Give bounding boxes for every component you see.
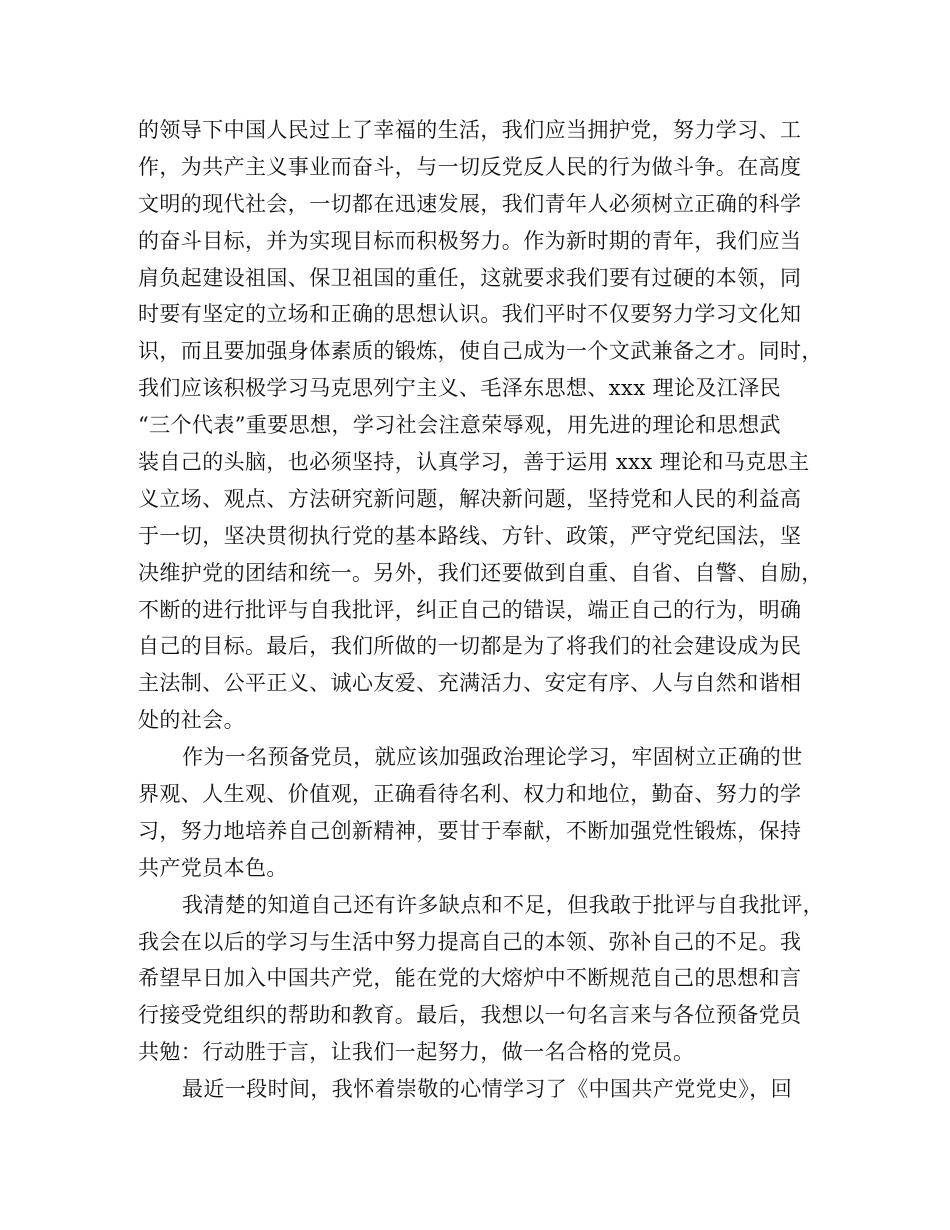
paragraph-1 [138, 112, 823, 739]
text-line: 我会在以后的学习与生活中努力提高自己的本领、弥补自己的不足。我 [138, 929, 802, 954]
text-line: 的奋斗目标，并为实现目标而积极努力。作为新时期的青年，我们应当 [138, 228, 802, 253]
text-line: 时要有坚定的立场和正确的思想认识。我们平时不仅要努力学习文化知 [138, 302, 802, 327]
text-line: 文明的现代社会，一切都在迅速发展，我们青年人必须树立正确的科学 [138, 191, 802, 216]
text-line: 共勉：行动胜于言，让我们一起努力，做一名合格的党员。 [138, 1040, 695, 1065]
text-line: 自己的目标。最后，我们所做的一切都是为了将我们的社会建设成为民 [138, 634, 802, 659]
text-line: 习，努力地培养自己创新精神，要甘于奉献，不断加强党性锻炼，保持 [138, 818, 802, 843]
paragraph-4 [138, 1071, 813, 1108]
text-line: 于一切，坚决贯彻执行党的基本路线、方针、政策，严守党纪国法，坚 [138, 523, 802, 548]
text-line-indented: 最近一段时间，我怀着崇敬的心情学习了《中国共产党党史》，回 [182, 1077, 793, 1102]
text-line: “三个代表”重要思想，学习社会注意荣辱观，用先进的理论和思想武 [138, 413, 781, 438]
text-line-indented: 作为一名预备党员，就应该加强政治理论学习，牢固树立正确的世 [182, 745, 803, 770]
paragraph-2 [138, 739, 813, 887]
text-line: 界观、人生观、价值观，正确看待名利、权力和地位，勤奋、努力的学 [138, 782, 802, 807]
text-line: 主法制、公平正义、诚心友爱、充满活力、安定有序、人与自然和谐相 [138, 671, 802, 696]
text-line: 共产党员本色。 [138, 855, 288, 880]
text-line: 我们应该积极学习马克思列宁主义、毛泽东思想、xxx 理论及江泽民 [138, 376, 782, 401]
text-line: 处的社会。 [138, 708, 245, 733]
text-line: 肩负起建设祖国、保卫祖国的重任，这就要求我们要有过硬的本领，同 [138, 265, 802, 290]
text-line: 行接受党组织的帮助和教育。最后，我想以一句名言来与各位预备党员 [138, 1003, 802, 1028]
text-line: 希望早日加入中国共产党，能在党的大熔炉中不断规范自己的思想和言 [138, 966, 802, 991]
text-line: 不断的进行批评与自我批评，纠正自己的错误，端正自己的行为，明确 [138, 597, 802, 622]
text-line: 义立场、观点、方法研究新问题，解决新问题，坚持党和人民的利益高 [138, 486, 802, 511]
text-line: 识，而且要加强身体素质的锻炼，使自己成为一个文武兼备之才。同时， [138, 339, 823, 364]
text-line: 作，为共产主义事业而奋斗，与一切反党反人民的行为做斗争。在高度 [138, 154, 802, 179]
paragraph-3 [138, 887, 824, 1071]
document-body [138, 112, 824, 1108]
text-line-indented: 我清楚的知道自己还有许多缺点和不足，但我敢于批评与自我批评， [182, 892, 824, 917]
text-line: 装自己的头脑，也必须坚持，认真学习，善于运用 xxx 理论和马克思主 [138, 450, 810, 475]
text-line: 决维护党的团结和统一。另外，我们还要做到自重、自省、自警、自励， [138, 560, 823, 585]
text-line: 的领导下中国人民过上了幸福的生活，我们应当拥护党，努力学习、工 [138, 118, 802, 142]
